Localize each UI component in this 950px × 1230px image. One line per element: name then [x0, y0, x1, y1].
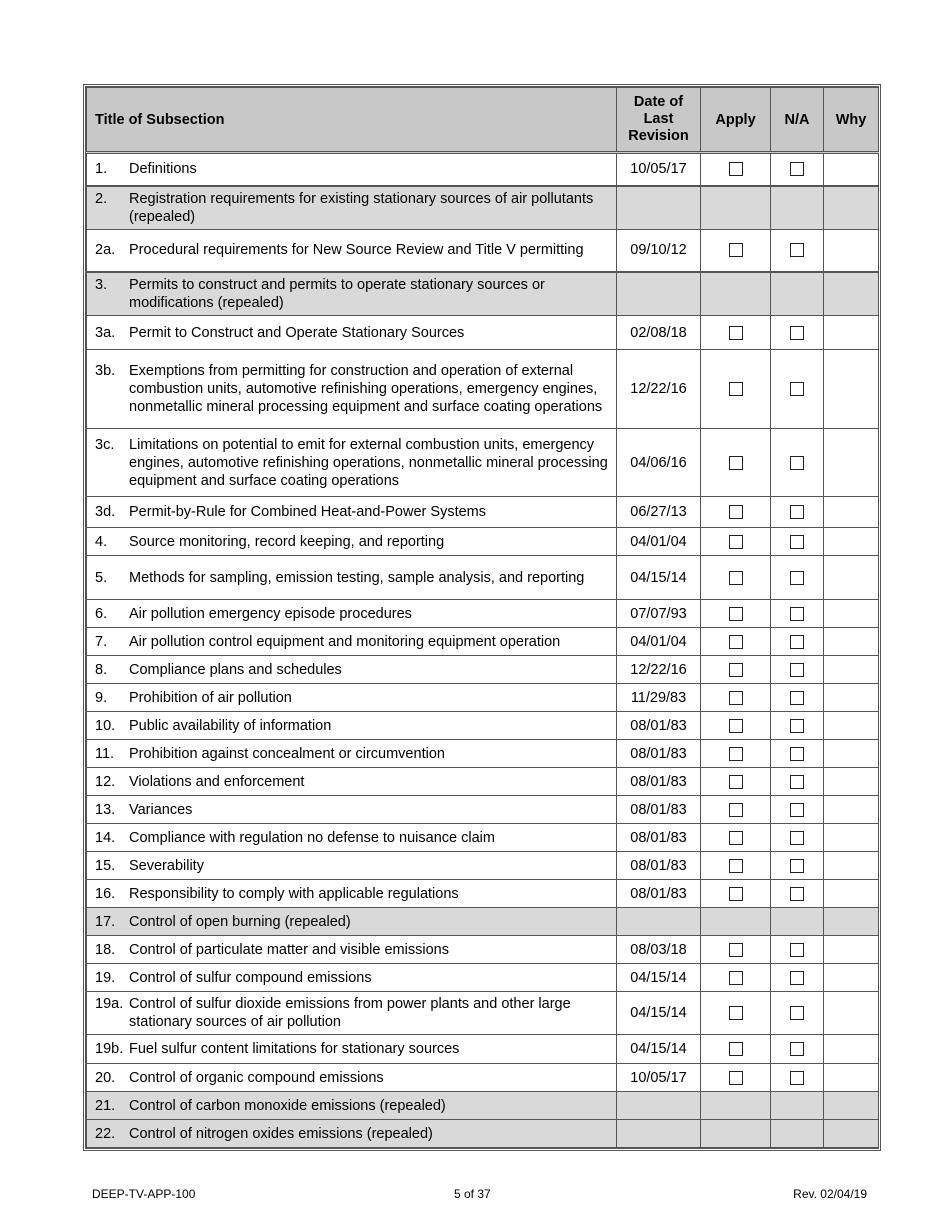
row-na-cell [771, 712, 824, 740]
row-number: 16. [95, 885, 116, 902]
row-number: 19. [95, 969, 116, 986]
row-revision-date: 04/15/14 [617, 1035, 701, 1064]
table-row [87, 908, 879, 936]
row-title-cell [87, 186, 617, 230]
row-why-cell[interactable] [824, 768, 879, 796]
row-title: Methods for sampling, emission testing, sample analysis, and reporting [129, 569, 585, 586]
row-na-cell [771, 528, 824, 556]
row-revision-date: 10/05/17 [617, 1064, 701, 1092]
na-checkbox[interactable] [790, 535, 804, 549]
row-title-cell [87, 712, 617, 740]
row-na-cell [771, 497, 824, 528]
row-na-cell [771, 1035, 824, 1064]
table-row [87, 628, 879, 656]
row-na-cell [771, 852, 824, 880]
row-title: Control of sulfur compound emissions [129, 969, 372, 986]
row-na-cell [771, 796, 824, 824]
row-na-cell [771, 229, 824, 272]
row-title-cell [87, 153, 617, 186]
table-row [87, 1120, 879, 1148]
row-revision-date: 06/27/13 [617, 497, 701, 528]
row-apply-cell [701, 497, 771, 528]
row-revision-date: 07/07/93 [617, 600, 701, 628]
table-row [87, 852, 879, 880]
row-na-cell [771, 964, 824, 992]
apply-checkbox[interactable] [729, 887, 743, 901]
table-row [87, 964, 879, 992]
row-apply-cell [701, 229, 771, 272]
row-title-cell [87, 880, 617, 908]
row-na-cell [771, 880, 824, 908]
apply-checkbox[interactable] [729, 775, 743, 789]
apply-checkbox[interactable] [729, 943, 743, 957]
row-title-cell [87, 229, 617, 272]
apply-checkbox[interactable] [729, 859, 743, 873]
row-number: 5. [95, 569, 108, 586]
row-number: 13. [95, 801, 116, 818]
na-checkbox[interactable] [790, 887, 804, 901]
table-row [87, 796, 879, 824]
row-why-cell[interactable] [824, 880, 879, 908]
row-number: 17. [95, 913, 116, 930]
table-row [87, 1064, 879, 1092]
apply-checkbox[interactable] [729, 382, 743, 396]
row-revision-date: 02/08/18 [617, 316, 701, 350]
row-title: Procedural requirements for New Source Review and Title V permitting [129, 242, 584, 259]
row-apply-cell [701, 272, 771, 316]
row-revision-date: 04/15/14 [617, 556, 701, 600]
row-title-cell [87, 628, 617, 656]
table-row [87, 824, 879, 852]
row-number: 4. [95, 533, 108, 550]
row-title: Limitations on potential to emit for external combustion units, emergency engines, automotive refinishing operations, nonmetallic mineral processing equipment and surface coating operations [129, 436, 608, 489]
row-title: Air pollution control equipment and monitoring equipment operation [129, 633, 561, 650]
row-revision-date: 04/06/16 [617, 429, 701, 497]
row-na-cell [771, 768, 824, 796]
row-title-cell [87, 600, 617, 628]
row-title-cell [87, 497, 617, 528]
row-revision-date: 08/03/18 [617, 936, 701, 964]
na-checkbox[interactable] [790, 326, 804, 340]
row-title: Variances [129, 801, 193, 818]
row-why-cell[interactable] [824, 852, 879, 880]
table-header-row [87, 88, 879, 153]
row-apply-cell [701, 908, 771, 936]
row-apply-cell [701, 824, 771, 852]
row-number: 20. [95, 1069, 116, 1086]
row-number: 2. [95, 190, 108, 207]
row-number: 19a. [95, 996, 124, 1012]
row-title: Control of carbon monoxide emissions (repealed) [129, 1097, 446, 1114]
row-number: 14. [95, 829, 116, 846]
row-title: Control of organic compound emissions [129, 1069, 384, 1086]
row-why-cell[interactable] [824, 153, 879, 186]
row-why-cell[interactable] [824, 628, 879, 656]
row-apply-cell [701, 628, 771, 656]
table-row [87, 153, 879, 186]
row-apply-cell [701, 316, 771, 350]
row-number: 19b. [95, 1041, 124, 1057]
na-checkbox[interactable] [790, 747, 804, 761]
row-apply-cell [701, 186, 771, 230]
row-revision-date [617, 1120, 701, 1148]
row-why-cell[interactable] [824, 1035, 879, 1064]
row-why-cell[interactable] [824, 992, 879, 1035]
na-checkbox[interactable] [790, 691, 804, 705]
row-revision-date: 08/01/83 [617, 712, 701, 740]
na-checkbox[interactable] [790, 571, 804, 585]
row-number: 22. [95, 1125, 116, 1142]
row-title: Definitions [129, 161, 197, 178]
row-na-cell [771, 556, 824, 600]
row-why-cell[interactable] [824, 824, 879, 852]
na-checkbox[interactable] [790, 943, 804, 957]
row-revision-date: 04/01/04 [617, 528, 701, 556]
row-why-cell[interactable] [824, 350, 879, 429]
row-revision-date: 12/22/16 [617, 656, 701, 684]
row-why-cell[interactable] [824, 1064, 879, 1092]
row-revision-date [617, 186, 701, 230]
table-row [87, 497, 879, 528]
row-title: Compliance with regulation no defense to nuisance claim [129, 829, 495, 846]
table-row [87, 429, 879, 497]
table-row [87, 1092, 879, 1120]
header-na: N/A [771, 88, 824, 153]
row-apply-cell [701, 768, 771, 796]
na-checkbox[interactable] [790, 775, 804, 789]
table-row [87, 556, 879, 600]
row-revision-date: 04/15/14 [617, 964, 701, 992]
row-title-cell [87, 1120, 617, 1148]
na-checkbox[interactable] [790, 971, 804, 985]
row-title: Control of open burning (repealed) [129, 913, 351, 930]
na-checkbox[interactable] [790, 505, 804, 519]
row-apply-cell [701, 153, 771, 186]
row-why-cell[interactable] [824, 497, 879, 528]
row-why-cell[interactable] [824, 656, 879, 684]
row-apply-cell [701, 429, 771, 497]
row-apply-cell [701, 880, 771, 908]
row-apply-cell [701, 684, 771, 712]
table-row [87, 1035, 879, 1064]
na-checkbox[interactable] [790, 162, 804, 176]
na-checkbox[interactable] [790, 635, 804, 649]
na-checkbox[interactable] [790, 663, 804, 677]
na-checkbox[interactable] [790, 607, 804, 621]
na-checkbox[interactable] [790, 859, 804, 873]
row-title-cell [87, 796, 617, 824]
row-revision-date: 08/01/83 [617, 796, 701, 824]
row-na-cell [771, 1092, 824, 1120]
row-why-cell[interactable] [824, 556, 879, 600]
row-na-cell [771, 186, 824, 230]
row-title-cell [87, 656, 617, 684]
row-apply-cell [701, 992, 771, 1035]
row-title-cell [87, 429, 617, 497]
row-title: Control of particulate matter and visible emissions [129, 941, 449, 958]
na-checkbox[interactable] [790, 1042, 804, 1056]
row-title-cell [87, 316, 617, 350]
row-title-cell [87, 528, 617, 556]
table-row [87, 880, 879, 908]
row-revision-date: 08/01/83 [617, 740, 701, 768]
row-title: Control of nitrogen oxides emissions (repealed) [129, 1125, 433, 1142]
row-na-cell [771, 992, 824, 1035]
row-why-cell [824, 272, 879, 316]
apply-checkbox[interactable] [729, 1042, 743, 1056]
subsection-table-frame [83, 84, 881, 1151]
page-footer [0, 1187, 950, 1203]
row-apply-cell [701, 852, 771, 880]
header-apply: Apply [701, 88, 771, 153]
row-number: 6. [95, 605, 108, 622]
row-title-cell [87, 824, 617, 852]
row-apply-cell [701, 1064, 771, 1092]
apply-checkbox[interactable] [729, 1071, 743, 1085]
header-date [617, 88, 701, 153]
row-na-cell [771, 316, 824, 350]
row-title-cell [87, 908, 617, 936]
row-why-cell[interactable] [824, 740, 879, 768]
header-why: Why [824, 88, 879, 153]
row-revision-date: 08/01/83 [617, 880, 701, 908]
row-na-cell [771, 350, 824, 429]
row-apply-cell [701, 1092, 771, 1120]
row-revision-date: 09/10/12 [617, 229, 701, 272]
apply-checkbox[interactable] [729, 747, 743, 761]
header-date-line3: Revision [628, 128, 689, 144]
row-apply-cell [701, 528, 771, 556]
row-title: Compliance plans and schedules [129, 661, 342, 678]
row-title: Source monitoring, record keeping, and reporting [129, 533, 445, 550]
table-row [87, 768, 879, 796]
row-apply-cell [701, 936, 771, 964]
row-apply-cell [701, 796, 771, 824]
row-revision-date [617, 1092, 701, 1120]
row-number: 1. [95, 161, 108, 178]
row-title-cell [87, 1035, 617, 1064]
table-row [87, 316, 879, 350]
apply-checkbox[interactable] [729, 719, 743, 733]
row-na-cell [771, 936, 824, 964]
row-title: Permit to Construct and Operate Stationary Sources [129, 324, 465, 341]
apply-checkbox[interactable] [729, 691, 743, 705]
row-number: 3. [95, 277, 108, 293]
na-checkbox[interactable] [790, 456, 804, 470]
row-title-cell [87, 350, 617, 429]
row-title-cell [87, 1092, 617, 1120]
apply-checkbox[interactable] [729, 607, 743, 621]
row-number: 21. [95, 1097, 116, 1114]
row-title: Public availability of information [129, 717, 332, 734]
row-apply-cell [701, 740, 771, 768]
row-number: 3a. [95, 324, 116, 341]
table-row [87, 528, 879, 556]
row-why-cell[interactable] [824, 796, 879, 824]
na-checkbox[interactable] [790, 382, 804, 396]
row-apply-cell [701, 350, 771, 429]
table-row [87, 229, 879, 272]
row-na-cell [771, 1120, 824, 1148]
subsection-table [86, 87, 879, 1148]
row-na-cell [771, 429, 824, 497]
row-why-cell [824, 1120, 879, 1148]
row-revision-date: 08/01/83 [617, 824, 701, 852]
row-number: 3b. [95, 363, 116, 379]
table-row [87, 992, 879, 1035]
row-number: 18. [95, 941, 116, 958]
table-row [87, 350, 879, 429]
apply-checkbox[interactable] [729, 831, 743, 845]
row-why-cell[interactable] [824, 528, 879, 556]
row-apply-cell [701, 1035, 771, 1064]
row-title: Permit-by-Rule for Combined Heat-and-Power Systems [129, 504, 486, 520]
row-title: Severability [129, 857, 204, 874]
table-row [87, 712, 879, 740]
row-revision-date: 12/22/16 [617, 350, 701, 429]
apply-checkbox[interactable] [729, 535, 743, 549]
footer-revision: Rev. 02/04/19 [793, 1187, 867, 1201]
row-number: 10. [95, 717, 116, 734]
row-number: 15. [95, 857, 116, 874]
footer-form-id: DEEP-TV-APP-100 [92, 1187, 196, 1201]
row-apply-cell [701, 964, 771, 992]
apply-checkbox[interactable] [729, 456, 743, 470]
row-why-cell [824, 186, 879, 230]
apply-checkbox[interactable] [729, 326, 743, 340]
row-title-cell [87, 964, 617, 992]
row-number: 12. [95, 773, 116, 790]
row-na-cell [771, 908, 824, 936]
row-apply-cell [701, 600, 771, 628]
row-apply-cell [701, 656, 771, 684]
row-title: Registration requirements for existing stationary sources of air pollutants (repealed) [129, 190, 594, 225]
table-row [87, 684, 879, 712]
table-row [87, 272, 879, 316]
row-na-cell [771, 272, 824, 316]
na-checkbox[interactable] [790, 1071, 804, 1085]
row-revision-date: 11/29/83 [617, 684, 701, 712]
row-why-cell[interactable] [824, 429, 879, 497]
row-revision-date: 04/01/04 [617, 628, 701, 656]
row-why-cell[interactable] [824, 684, 879, 712]
row-title: Prohibition of air pollution [129, 689, 292, 706]
row-title-cell [87, 992, 617, 1035]
row-why-cell[interactable] [824, 600, 879, 628]
row-why-cell[interactable] [824, 964, 879, 992]
table-row [87, 186, 879, 230]
table-body [87, 153, 879, 1148]
row-title-cell [87, 740, 617, 768]
row-title-cell [87, 272, 617, 316]
na-checkbox[interactable] [790, 719, 804, 733]
row-revision-date [617, 272, 701, 316]
row-title-cell [87, 556, 617, 600]
header-date-line1: Date of [633, 94, 684, 110]
row-title: Permits to construct and permits to operate stationary sources or modifications (repealed) [129, 277, 545, 311]
row-na-cell [771, 656, 824, 684]
row-apply-cell [701, 556, 771, 600]
row-revision-date: 10/05/17 [617, 153, 701, 186]
row-number: 3d. [95, 504, 116, 520]
apply-checkbox[interactable] [729, 243, 743, 257]
apply-checkbox[interactable] [729, 162, 743, 176]
footer-page-number: 5 of 37 [454, 1187, 491, 1201]
row-na-cell [771, 684, 824, 712]
row-why-cell [824, 1092, 879, 1120]
row-why-cell[interactable] [824, 936, 879, 964]
row-revision-date: 04/15/14 [617, 992, 701, 1035]
row-number: 2a. [95, 242, 116, 259]
row-revision-date: 08/01/83 [617, 852, 701, 880]
row-title-cell [87, 768, 617, 796]
row-title-cell [87, 852, 617, 880]
row-why-cell[interactable] [824, 316, 879, 350]
table-row [87, 656, 879, 684]
na-checkbox[interactable] [790, 243, 804, 257]
row-title: Air pollution emergency episode procedures [129, 605, 412, 622]
row-number: 11. [95, 745, 115, 762]
row-title: Violations and enforcement [129, 773, 305, 790]
row-number: 3c. [95, 436, 115, 453]
row-title-cell [87, 1064, 617, 1092]
table-row [87, 740, 879, 768]
row-na-cell [771, 600, 824, 628]
row-title: Control of sulfur dioxide emissions from power plants and other large stationary sources of air pollution [129, 996, 571, 1030]
row-number: 9. [95, 689, 108, 706]
row-title-cell [87, 684, 617, 712]
row-title: Exemptions from permitting for construction and operation of external combustion units, automotive refinishing operations, emergency engines, nonmetallic mineral processing equipment and surface coating operations [129, 363, 603, 415]
row-number: 8. [95, 661, 108, 678]
na-checkbox[interactable] [790, 831, 804, 845]
apply-checkbox[interactable] [729, 663, 743, 677]
apply-checkbox[interactable] [729, 971, 743, 985]
row-title: Responsibility to comply with applicable regulations [129, 885, 459, 902]
apply-checkbox[interactable] [729, 505, 743, 519]
apply-checkbox[interactable] [729, 803, 743, 817]
row-na-cell [771, 153, 824, 186]
apply-checkbox[interactable] [729, 1006, 743, 1020]
table-row [87, 936, 879, 964]
header-title: Title of Subsection [87, 88, 617, 153]
row-title: Prohibition against concealment or circumvention [129, 745, 445, 762]
row-na-cell [771, 1064, 824, 1092]
row-apply-cell [701, 1120, 771, 1148]
row-apply-cell [701, 712, 771, 740]
row-number: 7. [95, 633, 108, 650]
row-why-cell[interactable] [824, 229, 879, 272]
row-na-cell [771, 740, 824, 768]
na-checkbox[interactable] [790, 1006, 804, 1020]
apply-checkbox[interactable] [729, 571, 743, 585]
row-na-cell [771, 824, 824, 852]
row-title-cell [87, 936, 617, 964]
row-na-cell [771, 628, 824, 656]
apply-checkbox[interactable] [729, 635, 743, 649]
row-why-cell [824, 908, 879, 936]
row-revision-date: 08/01/83 [617, 768, 701, 796]
na-checkbox[interactable] [790, 803, 804, 817]
header-date-line2: Last [643, 111, 674, 127]
row-title: Fuel sulfur content limitations for stationary sources [129, 1041, 460, 1057]
table-row [87, 600, 879, 628]
row-revision-date [617, 908, 701, 936]
row-why-cell[interactable] [824, 712, 879, 740]
